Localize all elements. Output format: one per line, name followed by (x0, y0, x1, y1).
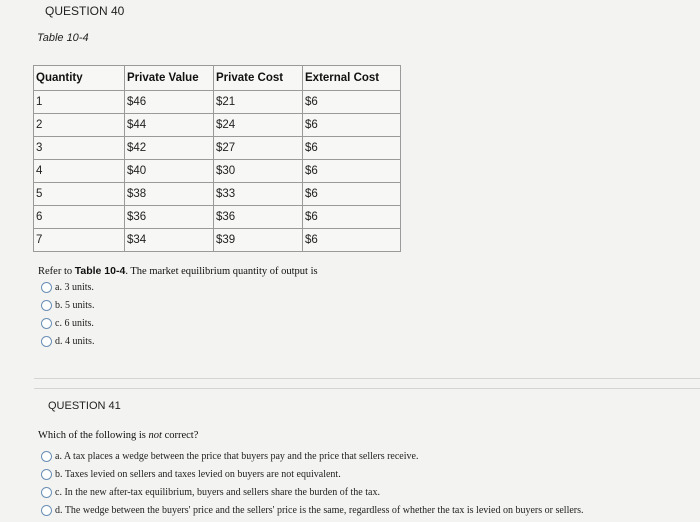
option-label: a. 3 units. (55, 282, 94, 293)
cell-quantity: 7 (34, 229, 125, 252)
cell-external-cost: $6 (303, 206, 401, 229)
cell-private-value: $36 (125, 206, 214, 229)
option-label: c. 6 units. (55, 318, 94, 329)
table-caption: Table 10-4 (37, 32, 89, 44)
table-row (34, 206, 401, 229)
table-row (34, 183, 401, 206)
radio-button[interactable] (41, 282, 52, 293)
option-label: a. A tax places a wedge between the price that buyers pay and the price that sellers receive. (55, 451, 419, 462)
cell-external-cost: $6 (303, 229, 401, 252)
option-label: b. Taxes levied on sellers and taxes levied on buyers are not equivalent. (55, 469, 341, 480)
cell-quantity: 4 (34, 160, 125, 183)
radio-button[interactable] (41, 505, 52, 516)
cell-private-cost: $24 (214, 114, 303, 137)
cell-private-value: $38 (125, 183, 214, 206)
stem-suffix: . The market equilibrium quantity of output is (125, 266, 318, 277)
cell-private-value: $44 (125, 114, 214, 137)
q40-option-b[interactable] (41, 300, 94, 311)
table-row (34, 137, 401, 160)
divider (34, 378, 700, 379)
table-row (34, 114, 401, 137)
table-row (34, 91, 401, 114)
option-label: d. The wedge between the buyers' price and the sellers' price is the same, regardless of whether the tax is levied on buyers or sellers. (55, 505, 584, 516)
stem-table-ref: Table 10-4 (74, 265, 126, 277)
table-row (34, 229, 401, 252)
stem-emphasis: not (148, 430, 162, 441)
radio-button[interactable] (41, 300, 52, 311)
q41-option-c[interactable] (41, 487, 380, 498)
cell-quantity: 3 (34, 137, 125, 160)
stem-suffix: correct? (161, 430, 199, 441)
cell-private-value: $42 (125, 137, 214, 160)
question-40-heading: QUESTION 40 (45, 4, 125, 18)
table-row (34, 160, 401, 183)
question-40-stem (38, 265, 318, 277)
stem-prefix: Which of the following is (38, 430, 149, 441)
header-private-value: Private Value (125, 66, 214, 91)
cell-private-value: $40 (125, 160, 214, 183)
cell-private-value: $46 (125, 91, 214, 114)
table-header-row (34, 66, 401, 91)
q41-option-b[interactable] (41, 469, 341, 480)
cell-private-cost: $33 (214, 183, 303, 206)
header-external-cost: External Cost (303, 66, 401, 91)
header-quantity: Quantity (34, 66, 125, 91)
divider (34, 388, 700, 389)
option-label: d. 4 units. (55, 336, 95, 347)
radio-button[interactable] (41, 318, 52, 329)
radio-button[interactable] (41, 469, 52, 480)
cost-table (33, 65, 401, 252)
cell-quantity: 6 (34, 206, 125, 229)
cell-private-cost: $39 (214, 229, 303, 252)
cell-private-cost: $27 (214, 137, 303, 160)
q41-option-d[interactable] (41, 505, 584, 516)
cell-external-cost: $6 (303, 160, 401, 183)
q40-option-d[interactable] (41, 336, 94, 347)
cell-external-cost: $6 (303, 183, 401, 206)
option-label: b. 5 units. (55, 300, 95, 311)
q40-option-a[interactable] (41, 282, 94, 293)
cell-external-cost: $6 (303, 137, 401, 160)
radio-button[interactable] (41, 487, 52, 498)
question-41-heading: QUESTION 41 (48, 400, 121, 412)
header-private-cost: Private Cost (214, 66, 303, 91)
radio-button[interactable] (41, 336, 52, 347)
cell-private-cost: $36 (214, 206, 303, 229)
cell-private-value: $34 (125, 229, 214, 252)
cell-private-cost: $30 (214, 160, 303, 183)
cell-quantity: 2 (34, 114, 125, 137)
stem-prefix: Refer to (38, 266, 75, 277)
question-41-stem (38, 430, 198, 441)
cell-external-cost: $6 (303, 91, 401, 114)
cell-quantity: 5 (34, 183, 125, 206)
cell-private-cost: $21 (214, 91, 303, 114)
cell-quantity: 1 (34, 91, 125, 114)
q41-option-a[interactable] (41, 451, 418, 462)
radio-button[interactable] (41, 451, 52, 462)
option-label: c. In the new after-tax equilibrium, buyers and sellers share the burden of the tax. (55, 487, 380, 498)
cell-external-cost: $6 (303, 114, 401, 137)
q40-option-c[interactable] (41, 318, 94, 329)
